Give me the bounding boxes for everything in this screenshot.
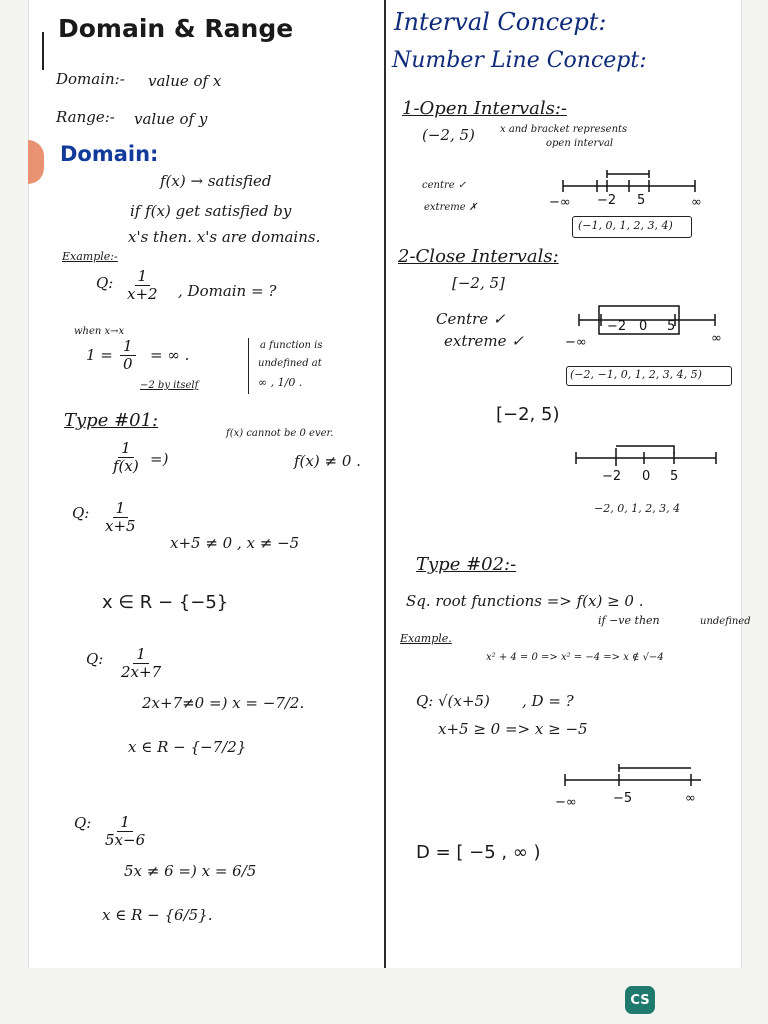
xs-are-domains-note: x's then. x's are domains. — [128, 228, 321, 246]
type2-heading: Type #02:- — [416, 554, 517, 575]
fx-not-zero: f(x) ≠ 0 . — [294, 452, 361, 470]
example-label: Example:- — [62, 250, 118, 263]
q5-prefix: Q: — [416, 692, 434, 710]
q4-condition: 5x ≠ 6 =) x = 6/5 — [124, 862, 257, 880]
minus-two-note: −2 by itself — [140, 380, 199, 391]
type1-fraction — [110, 440, 142, 476]
q2-answer: x ∈ R − {−5} — [102, 592, 229, 613]
half-open-bracket — [616, 446, 674, 454]
q4-answer: x ∈ R − {6/5}. — [102, 906, 213, 924]
open-label-neg-inf: −∞ — [549, 195, 571, 210]
zero-denominator: 0 — [123, 355, 133, 374]
close-label-0: 0 — [639, 319, 648, 334]
q4-prefix: Q: — [74, 814, 92, 832]
open-note-1: x and bracket represents — [500, 124, 628, 135]
q3-answer: x ∈ R − {−7/2} — [128, 738, 247, 756]
undefined-note-1: a function is — [260, 340, 323, 351]
half-open-number-line — [570, 436, 720, 486]
open-intervals-heading: 1-Open Intervals:- — [402, 98, 568, 119]
domain-answer: D = [ −5 , ∞ ) — [416, 842, 541, 863]
open-label-inf: ∞ — [691, 195, 702, 210]
q5-condition: x+5 ≥ 0 => x ≥ −5 — [438, 720, 588, 738]
q1-fraction — [124, 268, 161, 304]
root-number-line — [555, 760, 715, 810]
open-interval-number-line — [545, 160, 705, 210]
type2-example-label: Example. — [400, 632, 452, 645]
close-centre-note: Centre ✓ — [436, 310, 506, 328]
q4-numerator: 1 — [117, 814, 133, 832]
range-definition-label: Range:- — [56, 108, 115, 126]
interval-concept-title: Interval Concept: — [394, 8, 607, 36]
q5-question: , D = ? — [522, 692, 574, 710]
type2-rule: Sq. root functions => f(x) ≥ 0 . — [406, 592, 644, 610]
type1-denominator: f(x) — [113, 457, 139, 476]
q3-denominator: 2x+7 — [121, 663, 162, 682]
undefined-note-3: ∞ , 1/0 . — [258, 376, 303, 389]
equals-infinity: = ∞ . — [150, 346, 190, 364]
number-line-title: Number Line Concept: — [392, 48, 647, 73]
if-satisfied-note: if f(x) get satisfied by — [130, 202, 292, 220]
q1-question: , Domain = ? — [178, 282, 277, 300]
type2-example-calc: x² + 4 = 0 => x² = −4 => x ∉ √−4 — [486, 652, 664, 663]
q3-fraction — [118, 646, 164, 682]
close-extreme-note: extreme ✓ — [444, 332, 524, 350]
open-values: (−1, 0, 1, 2, 3, 4) — [578, 219, 673, 232]
half-label-0: 0 — [642, 469, 651, 484]
half-open-example: [−2, 5) — [496, 404, 560, 425]
q2-numerator: 1 — [113, 500, 129, 518]
q1-prefix: Q: — [96, 274, 114, 292]
q4-fraction — [102, 814, 148, 850]
fx-satisfied-note: f(x) → satisfied — [160, 172, 272, 190]
q4-denominator: 5x−6 — [105, 831, 146, 850]
column-divider — [384, 0, 386, 968]
type1-numerator: 1 — [118, 440, 134, 458]
q2-condition: x+5 ≠ 0 , x ≠ −5 — [170, 534, 300, 552]
domain-definition-label: Domain:- — [56, 70, 125, 88]
half-label-5: 5 — [670, 469, 679, 484]
q3-prefix: Q: — [86, 650, 104, 668]
type2-negative-note: if −ve then — [598, 614, 660, 627]
q3-numerator: 1 — [133, 646, 149, 664]
page-title: Domain & Range — [58, 14, 294, 43]
page-margin-mark — [42, 32, 44, 70]
close-intervals-heading: 2-Close Intervals: — [398, 246, 559, 267]
type1-heading: Type #01: — [64, 410, 159, 431]
close-values: (−2, −1, 0, 1, 2, 3, 4, 5) — [570, 368, 702, 381]
close-label-inf: ∞ — [711, 331, 722, 346]
open-label-minus2: −2 — [597, 193, 617, 208]
open-label-5: 5 — [637, 193, 646, 208]
q1-numerator: 1 — [135, 268, 151, 286]
half-open-values: −2, 0, 1, 2, 3, 4 — [594, 502, 681, 515]
close-interval-number-line — [565, 300, 735, 350]
one-equals: 1 = — [86, 346, 113, 364]
q2-prefix: Q: — [72, 504, 90, 522]
close-label-minus2: −2 — [607, 319, 627, 334]
domain-definition-value: value of x — [148, 72, 222, 90]
q1-denominator: x+2 — [127, 285, 158, 304]
open-note-2: open interval — [546, 138, 614, 149]
when-note: when x→x — [74, 326, 125, 337]
type2-undefined-note: undefined — [700, 616, 751, 627]
q5-expression: √(x+5) — [438, 692, 490, 710]
root-label-inf: ∞ — [685, 791, 696, 806]
domain-heading: Domain: — [60, 142, 159, 166]
type1-arrow: =) — [150, 450, 169, 468]
camscanner-badge: CS — [625, 986, 655, 1014]
q2-fraction — [102, 500, 139, 536]
q3-condition: 2x+7≠0 =) x = −7/2. — [142, 694, 305, 712]
note-brace — [248, 338, 251, 394]
close-label-5: 5 — [667, 319, 676, 334]
close-interval-example: [−2, 5] — [452, 274, 505, 292]
undefined-note-2: undefined at — [258, 358, 322, 369]
close-label-neg-inf: −∞ — [565, 335, 587, 350]
open-extreme-note: extreme ✗ — [424, 202, 478, 213]
type1-note: f(x) cannot be 0 ever. — [226, 428, 334, 439]
one-over-zero — [120, 338, 136, 374]
one-numerator: 1 — [120, 338, 136, 356]
root-label-minus5: −5 — [613, 791, 633, 806]
open-interval-example: (−2, 5) — [422, 126, 475, 144]
range-definition-value: value of y — [134, 110, 208, 128]
open-centre-note: centre ✓ — [422, 180, 467, 191]
half-label-minus2: −2 — [602, 469, 622, 484]
root-label-neg-inf: −∞ — [555, 795, 577, 810]
q2-denominator: x+5 — [105, 517, 136, 536]
